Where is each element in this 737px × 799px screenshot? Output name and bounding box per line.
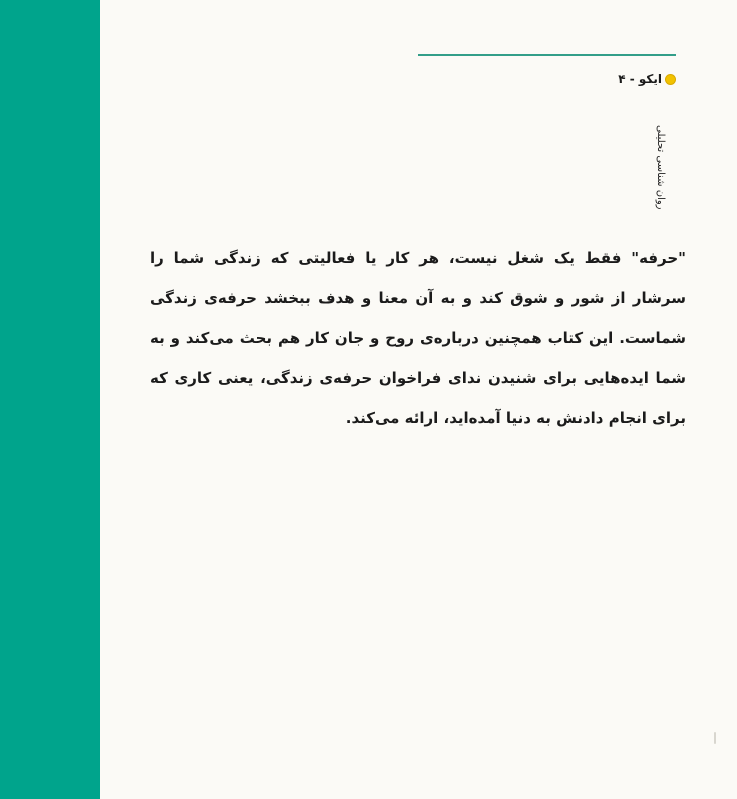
- back-cover-blurb: "حرفه" فقط یک شغل نیست، هر کار یا فعالیتی که زندگی شما را سرشار از شور و شوق کند و به آن معنا و هدف ببخشد حرفه‌ی زندگی شماست. این کتاب همچنین درباره‌ی روح و جان کار هم بحث می‌کند و به شما ایده‌هایی برای شنیدن ندای فراخوان حرفه‌ی زندگی، یعنی کاری که برای انجام دادنش به دنیا آمده‌اید، ارائه می‌کند.: [150, 249, 686, 427]
- teal-spine-band: [0, 0, 100, 799]
- yellow-dot-icon: [666, 75, 675, 84]
- top-divider-line: [418, 54, 676, 56]
- paper-mark: [714, 732, 716, 744]
- series-header: [618, 72, 675, 86]
- vertical-subtitle: روان شناسی تحلیلی: [655, 125, 666, 210]
- series-label: ایکو - ۴: [618, 72, 662, 86]
